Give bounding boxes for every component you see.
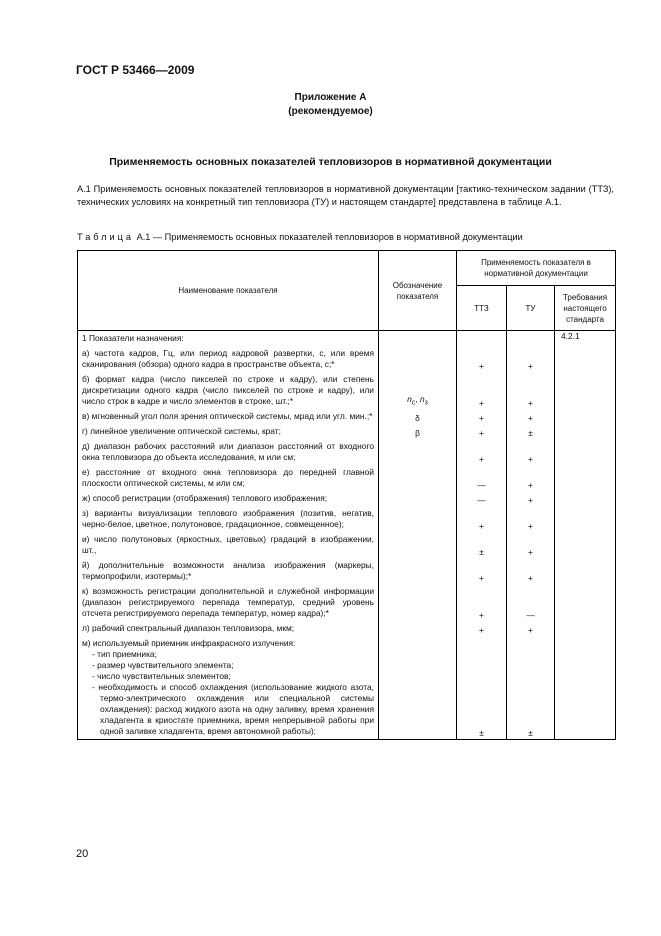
indicator-subitem: - размер чувствительного элемента;	[92, 660, 234, 670]
table-row	[78, 465, 616, 491]
standard-requirement	[555, 584, 616, 621]
standard-requirement	[555, 372, 616, 409]
indicator-symbol	[379, 465, 457, 491]
indicator-symbol	[379, 439, 457, 465]
applicability-tu: +	[507, 372, 555, 409]
applicability-tt3: +	[457, 558, 507, 584]
indicator-name-text: й) дополнительные возможности анализа изображения (маркеры, термопрофили, изотермы);*	[82, 560, 374, 581]
col-header-req: Требования настоящего стандарта	[555, 286, 616, 331]
standard-requirement	[555, 491, 616, 506]
applicability-tu: +	[507, 409, 555, 424]
page-title: Применяемость основных показателей тепловизоров в нормативной документации	[109, 156, 552, 168]
indicator-subitem: - необходимость и способ охлаждения (использование жидкого азота, термо-электрического охлаждения или специальной системы охлаждения): расход жидкого азота на одну заливку, время хранения хладагента в криостате приемника, время непрерывной работы при одной заливке хладагента, время автономной работы);	[92, 682, 374, 736]
indicator-symbol	[379, 558, 457, 584]
table-body	[78, 331, 616, 740]
applicability-tu: +	[507, 621, 555, 636]
indicator-name	[78, 584, 379, 621]
standard-requirement	[555, 532, 616, 558]
table-caption-prefix: Таблица	[77, 232, 135, 242]
table-row	[78, 439, 616, 465]
applicability-tu: ±	[507, 636, 555, 740]
indicator-symbol	[379, 506, 457, 532]
applicability-tu: +	[507, 465, 555, 491]
indicator-name	[78, 558, 379, 584]
col-header-symbol: Обозначение показателя	[379, 251, 457, 331]
applicability-tu: +	[507, 558, 555, 584]
applicability-tu: +	[507, 439, 555, 465]
indicator-name-text: з) варианты визуализации теплового изображения (позитив, негатив, черно-белое, цветное, полутоновое, градационное, совмещенное);	[82, 508, 374, 529]
appendix-status: (рекомендуемое)	[288, 106, 373, 117]
col-header-tu: ТУ	[507, 286, 555, 331]
indicator-name-text: к) возможность регистрации дополнительной и служебной информации (диапазон регистрируемого перепада температур, средний уровень отсчета регистрируемого перепада температур, номер кадра);*	[82, 586, 374, 618]
indicator-symbol	[379, 532, 457, 558]
indicator-name	[78, 331, 379, 347]
standard-requirement	[555, 346, 616, 372]
col-header-tt3: ТТЗ	[457, 286, 507, 331]
indicator-name-text: б) формат кадра (число пикселей по строке и кадру), или степень дискретизации одного кадра (число пикселей по строке и кадру), или число строк в кадре и число элементов в строке, шт.;*	[82, 374, 374, 406]
applicability-tu	[507, 331, 555, 347]
col-header-name: Наименование показателя	[78, 251, 379, 331]
indicator-name	[78, 621, 379, 636]
table-row	[78, 424, 616, 439]
indicator-name-text: г) линейное увеличение оптической системы, крат;	[82, 426, 281, 436]
applicability-tt3: +	[457, 584, 507, 621]
applicability-tt3: +	[457, 409, 507, 424]
standard-requirement	[555, 558, 616, 584]
table-row	[78, 346, 616, 372]
indicator-name-text: 1 Показатели назначения:	[82, 333, 184, 343]
intro-paragraph: А.1 Применяемость основных показателей тепловизоров в нормативной документации [тактико-техническом задании (ТТЗ), технических условиях на конкретный тип тепловизора (ТУ) и настоящем стандарте] представлена в таблице А.1.	[77, 184, 614, 207]
indicator-name-text: ж) способ регистрации (отображения) теплового изображения;	[82, 493, 328, 503]
applicability-tt3	[457, 331, 507, 347]
table-row	[78, 636, 616, 740]
indicator-name-text: е) расстояние от входного окна тепловизора до передней главной плоскости оптической системы, м или см;	[82, 467, 374, 488]
indicator-symbol: β	[379, 424, 457, 439]
applicability-tt3: +	[457, 621, 507, 636]
table-row	[78, 409, 616, 424]
applicability-tu: +	[507, 346, 555, 372]
standard-requirement	[555, 636, 616, 740]
table-row	[78, 621, 616, 636]
indicator-symbol	[379, 621, 457, 636]
standard-requirement	[555, 424, 616, 439]
applicability-tt3: +	[457, 506, 507, 532]
applicability-tt3: +	[457, 372, 507, 409]
indicator-name	[78, 506, 379, 532]
table-caption-text: А.1 — Применяемость основных показателей тепловизоров в нормативной документации	[134, 232, 523, 242]
applicability-tu: +	[507, 506, 555, 532]
indicator-name-text: м) используемый приемник инфракрасного излучения:	[82, 638, 296, 648]
table-row	[78, 331, 616, 347]
applicability-tt3: +	[457, 439, 507, 465]
indicator-name	[78, 409, 379, 424]
table-row	[78, 491, 616, 506]
indicator-symbol	[379, 331, 457, 347]
applicability-tu: ±	[507, 424, 555, 439]
col-header-group: Применяемость показателя в нормативной документации	[457, 251, 616, 286]
indicator-name	[78, 465, 379, 491]
indicator-name-text: д) диапазон рабочих расстояний или диапазон расстояний от входного окна тепловизора до объекта исследования, м или см;	[82, 441, 374, 462]
applicability-tu: —	[507, 584, 555, 621]
indicator-symbol	[379, 636, 457, 740]
indicator-name	[78, 346, 379, 372]
standard-requirement	[555, 506, 616, 532]
standard-requirement	[555, 439, 616, 465]
indicator-name-text: и) число полутоновых (яркостных, цветовых) градаций в изображении, шт.,	[82, 534, 374, 555]
applicability-tt3: —	[457, 491, 507, 506]
table-row	[78, 558, 616, 584]
standard-requirement	[555, 409, 616, 424]
indicator-symbol: $n_с$, $n_з$	[379, 372, 457, 409]
indicator-name-text: а) частота кадров, Гц, или период кадровой развертки, с, или время сканирования (обзора) одного кадра в пространстве объекта, с;*	[82, 348, 374, 369]
indicator-name	[78, 491, 379, 506]
applicability-tu: +	[507, 491, 555, 506]
standard-designation: ГОСТ Р 53466—2009	[76, 63, 195, 77]
applicability-tu: +	[507, 532, 555, 558]
indicator-name	[78, 372, 379, 409]
indicator-name	[78, 424, 379, 439]
standard-requirement	[555, 621, 616, 636]
indicator-name	[78, 439, 379, 465]
applicability-tt3: ±	[457, 532, 507, 558]
table-caption	[77, 232, 523, 242]
table-row	[78, 372, 616, 409]
indicator-symbol: δ	[379, 409, 457, 424]
applicability-tt3: —	[457, 465, 507, 491]
indicator-symbol	[379, 584, 457, 621]
table-row	[78, 532, 616, 558]
standard-requirement	[555, 465, 616, 491]
indicator-name-text: в) мгновенный угол поля зрения оптической системы, мрад или угл. мин.;*	[82, 411, 373, 421]
indicator-name	[78, 636, 379, 740]
indicator-subitem: - тип приемника;	[92, 649, 157, 659]
indicator-subitem: - число чувствительных элементов;	[92, 671, 231, 681]
indicator-name-text: л) рабочий спектральный диапазон тепловизора, мкм;	[82, 623, 295, 633]
indicator-name	[78, 532, 379, 558]
applicability-table	[77, 250, 616, 740]
page-number: 20	[76, 848, 89, 860]
indicator-symbol	[379, 346, 457, 372]
table-row	[78, 506, 616, 532]
applicability-tt3: ±	[457, 636, 507, 740]
applicability-tt3: +	[457, 346, 507, 372]
table-row	[78, 584, 616, 621]
applicability-tt3: +	[457, 424, 507, 439]
standard-requirement: 4.2.1	[555, 331, 616, 347]
indicator-symbol	[379, 491, 457, 506]
appendix-title: Приложение А	[294, 92, 367, 103]
